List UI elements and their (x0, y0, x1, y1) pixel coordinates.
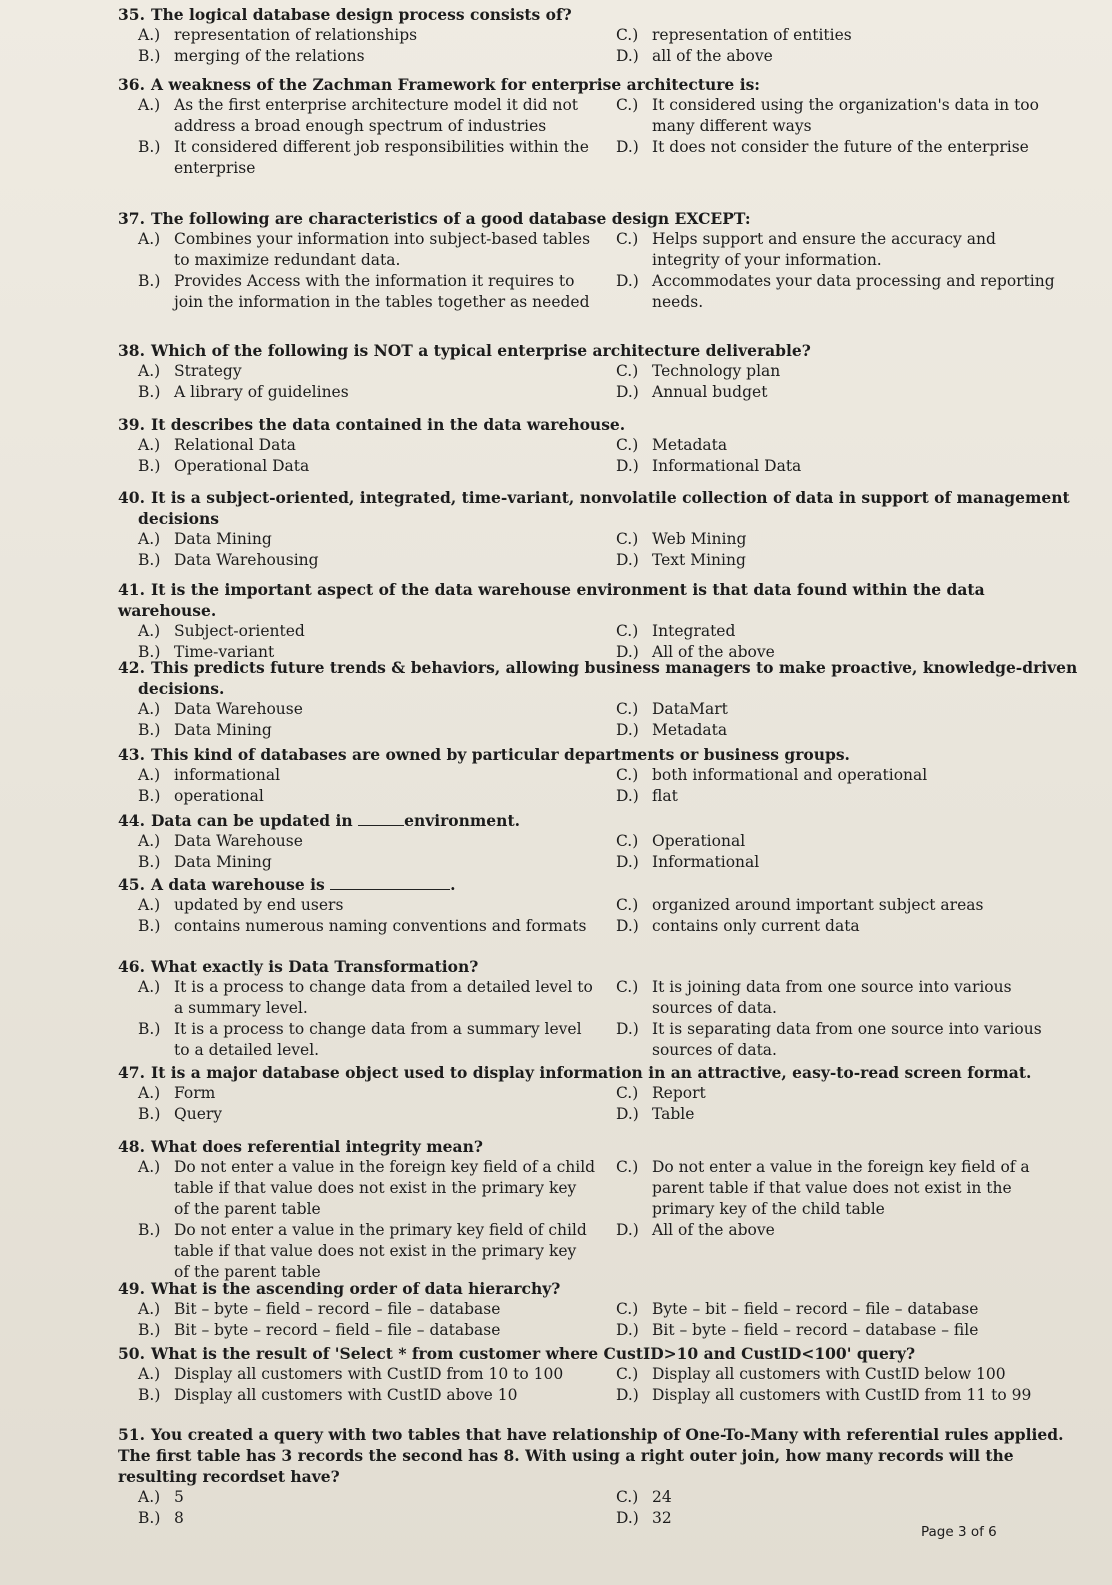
option-a[interactable]: A.) Do not enter a value in the foreign key field of a child table if that value does not exist in the primary key of the parent table (138, 1158, 596, 1218)
question-35 (118, 4, 1078, 67)
option-b[interactable]: B.) 8 (138, 1509, 184, 1527)
question-37 (118, 208, 1078, 313)
question-stem: 36. A weakness of the Zachman Framework for enterprise architecture is: (118, 75, 761, 94)
question-stem: 49. What is the ascending order of data hierarchy? (118, 1279, 561, 1298)
question-48 (118, 1136, 1078, 1283)
option-c[interactable]: C.) It considered using the organization's data in too many different ways (616, 96, 1039, 135)
option-b[interactable]: B.) Do not enter a value in the primary key field of child table if that value does not exist in the primary key of the parent table (138, 1221, 587, 1281)
question-51 (118, 1424, 1078, 1529)
option-d[interactable]: D.) Metadata (616, 721, 728, 739)
option-d[interactable]: D.) Informational (616, 853, 760, 871)
option-b[interactable]: B.) Bit – byte – record – field – file – database (138, 1321, 501, 1339)
options (118, 435, 1078, 477)
option-b[interactable]: B.) Query (138, 1105, 223, 1123)
question-stem: 39. It describes the data contained in the data warehouse. (118, 415, 626, 434)
option-c[interactable]: C.) Web Mining (616, 530, 747, 548)
question-46 (118, 956, 1078, 1061)
question-42 (118, 657, 1078, 741)
options (118, 229, 1078, 313)
option-c[interactable]: C.) Operational (616, 832, 746, 850)
option-a[interactable]: A.) updated by end users (138, 896, 344, 914)
option-b[interactable]: B.) Data Warehousing (138, 551, 319, 569)
option-b[interactable]: B.) Operational Data (138, 457, 310, 475)
question-43 (118, 744, 1078, 807)
question-44 (118, 810, 1078, 873)
option-b[interactable]: B.) contains numerous naming conventions and formats (138, 917, 587, 935)
question-39 (118, 414, 1078, 477)
question-stem: 47. It is a major database object used to display information in an attractive, easy-to-read screen format. (118, 1063, 1032, 1082)
options (118, 95, 1078, 179)
option-d[interactable]: D.) 32 (616, 1509, 672, 1527)
option-a[interactable]: A.) Display all customers with CustID from 10 to 100 (138, 1365, 564, 1383)
question-stem: 41. It is the important aspect of the data warehouse environment is that data found within the data warehouse. (118, 580, 985, 620)
option-b[interactable]: B.) merging of the relations (138, 47, 365, 65)
option-a[interactable]: A.) Data Mining (138, 530, 272, 548)
question-50 (118, 1343, 1078, 1406)
option-a[interactable]: A.) Subject-oriented (138, 622, 305, 640)
option-c[interactable]: C.) Helps support and ensure the accuracy and integrity of your information. (616, 230, 996, 269)
option-a[interactable]: A.) representation of relationships (138, 26, 418, 44)
option-c[interactable]: C.) both informational and operational (616, 766, 928, 784)
option-a[interactable]: A.) informational (138, 766, 281, 784)
option-d[interactable]: D.) contains only current data (616, 917, 860, 935)
option-d[interactable]: D.) Table (616, 1105, 695, 1123)
question-49 (118, 1278, 1078, 1341)
option-d[interactable]: D.) Informational Data (616, 457, 802, 475)
question-stem: 46. What exactly is Data Transformation? (118, 957, 479, 976)
answer-blank[interactable] (358, 825, 404, 826)
option-d[interactable]: D.) All of the above (616, 1221, 775, 1239)
question-40 (118, 487, 1078, 571)
option-c[interactable]: C.) 24 (616, 1488, 672, 1506)
option-a[interactable]: A.) Bit – byte – field – record – file – database (138, 1300, 501, 1318)
question-stem: 40. It is a subject-oriented, integrated, time-variant, nonvolatile collection of data in support of management decisions (118, 488, 1070, 528)
question-stem: 37. The following are characteristics of a good database design EXCEPT: (118, 209, 751, 228)
question-41 (118, 579, 1078, 663)
option-d[interactable]: D.) Text Mining (616, 551, 746, 569)
option-b[interactable]: B.) Data Mining (138, 853, 272, 871)
option-d[interactable]: D.) flat (616, 787, 678, 805)
question-38 (118, 340, 1078, 403)
question-stem: 42. This predicts future trends & behaviors, allowing business managers to make proactive, knowledge-driven decisions. (118, 658, 1078, 698)
option-d[interactable]: D.) All of the above (616, 643, 775, 661)
option-a[interactable]: A.) Data Warehouse (138, 832, 303, 850)
option-c[interactable]: C.) Report (616, 1084, 706, 1102)
option-b[interactable]: B.) A library of guidelines (138, 383, 349, 401)
option-b[interactable]: B.) Provides Access with the information it requires to join the information in the tables together as needed (138, 272, 590, 311)
option-a[interactable]: A.) Combines your information into subject-based tables to maximize redundant data. (138, 230, 591, 269)
option-d[interactable]: D.) It is separating data from one source into various sources of data. (616, 1020, 1042, 1059)
option-c[interactable]: C.) It is joining data from one source into various sources of data. (616, 978, 1012, 1017)
question-stem: 38. Which of the following is NOT a typical enterprise architecture deliverable? (118, 341, 811, 360)
option-d[interactable]: D.) Accommodates your data processing and reporting needs. (616, 272, 1055, 311)
options (118, 529, 1078, 571)
option-c[interactable]: C.) Byte – bit – field – record – file – database (616, 1300, 979, 1318)
option-a[interactable]: A.) Form (138, 1084, 216, 1102)
option-b[interactable]: B.) Data Mining (138, 721, 272, 739)
option-d[interactable]: D.) Annual budget (616, 383, 768, 401)
option-c[interactable]: C.) DataMart (616, 700, 728, 718)
answer-blank[interactable] (330, 889, 450, 890)
option-c[interactable]: C.) Do not enter a value in the foreign key field of a parent table if that value does not exist in the primary key of the child table (616, 1158, 1030, 1218)
question-stem: 51. You created a query with two tables that have relationship of One-To-Many with referential rules applied. The first table has 3 records the second has 8. With using a right outer join, how many records will the resulting recordset have? (118, 1425, 1064, 1486)
option-a[interactable]: A.) Data Warehouse (138, 700, 303, 718)
option-b[interactable]: B.) operational (138, 787, 264, 805)
option-c[interactable]: C.) organized around important subject areas (616, 896, 984, 914)
page-number: Page 3 of 6 (921, 1524, 997, 1540)
options (118, 699, 1078, 741)
option-b[interactable]: B.) It is a process to change data from a summary level to a detailed level. (138, 1020, 582, 1059)
options (118, 1299, 1078, 1341)
options (118, 25, 1078, 67)
option-c[interactable]: C.) Metadata (616, 436, 728, 454)
question-stem: 48. What does referential integrity mean? (118, 1137, 483, 1156)
question-stem: 44. Data can be updated in environment. (118, 811, 520, 830)
option-c[interactable]: C.) Technology plan (616, 362, 781, 380)
option-d[interactable]: D.) Bit – byte – field – record – database – file (616, 1321, 979, 1339)
options (118, 977, 1078, 1061)
option-b[interactable]: B.) It considered different job responsibilities within the enterprise (138, 138, 589, 177)
options (118, 1157, 1078, 1283)
option-b[interactable]: B.) Time-variant (138, 643, 275, 661)
option-b[interactable]: B.) Display all customers with CustID above 10 (138, 1386, 518, 1404)
options (118, 361, 1078, 403)
options (118, 765, 1078, 807)
question-36 (118, 74, 1078, 179)
options (118, 1487, 1078, 1529)
question-stem: 43. This kind of databases are owned by particular departments or business groups. (118, 745, 850, 764)
option-c[interactable]: C.) Integrated (616, 622, 736, 640)
question-47 (118, 1062, 1078, 1125)
question-45 (118, 874, 1078, 937)
options (118, 831, 1078, 873)
option-a[interactable]: A.) Relational Data (138, 436, 296, 454)
question-stem: 45. A data warehouse is . (118, 875, 456, 894)
question-stem: 50. What is the result of 'Select * from customer where CustID>10 and CustID<100' query? (118, 1344, 916, 1363)
option-a[interactable]: A.) 5 (138, 1488, 184, 1506)
option-a[interactable]: A.) It is a process to change data from a detailed level to a summary level. (138, 978, 593, 1017)
options (118, 895, 1078, 937)
option-d[interactable]: D.) It does not consider the future of the enterprise (616, 138, 1029, 156)
options (118, 1364, 1078, 1406)
option-d[interactable]: D.) all of the above (616, 47, 773, 65)
option-c[interactable]: C.) representation of entities (616, 26, 852, 44)
question-stem: 35. The logical database design process consists of? (118, 5, 572, 24)
option-d[interactable]: D.) Display all customers with CustID from 11 to 99 (616, 1386, 1032, 1404)
option-a[interactable]: A.) As the first enterprise architecture model it did not address a broad enough spectrum of industries (138, 96, 579, 135)
option-a[interactable]: A.) Strategy (138, 362, 242, 380)
option-c[interactable]: C.) Display all customers with CustID below 100 (616, 1365, 1006, 1383)
options (118, 1083, 1078, 1125)
